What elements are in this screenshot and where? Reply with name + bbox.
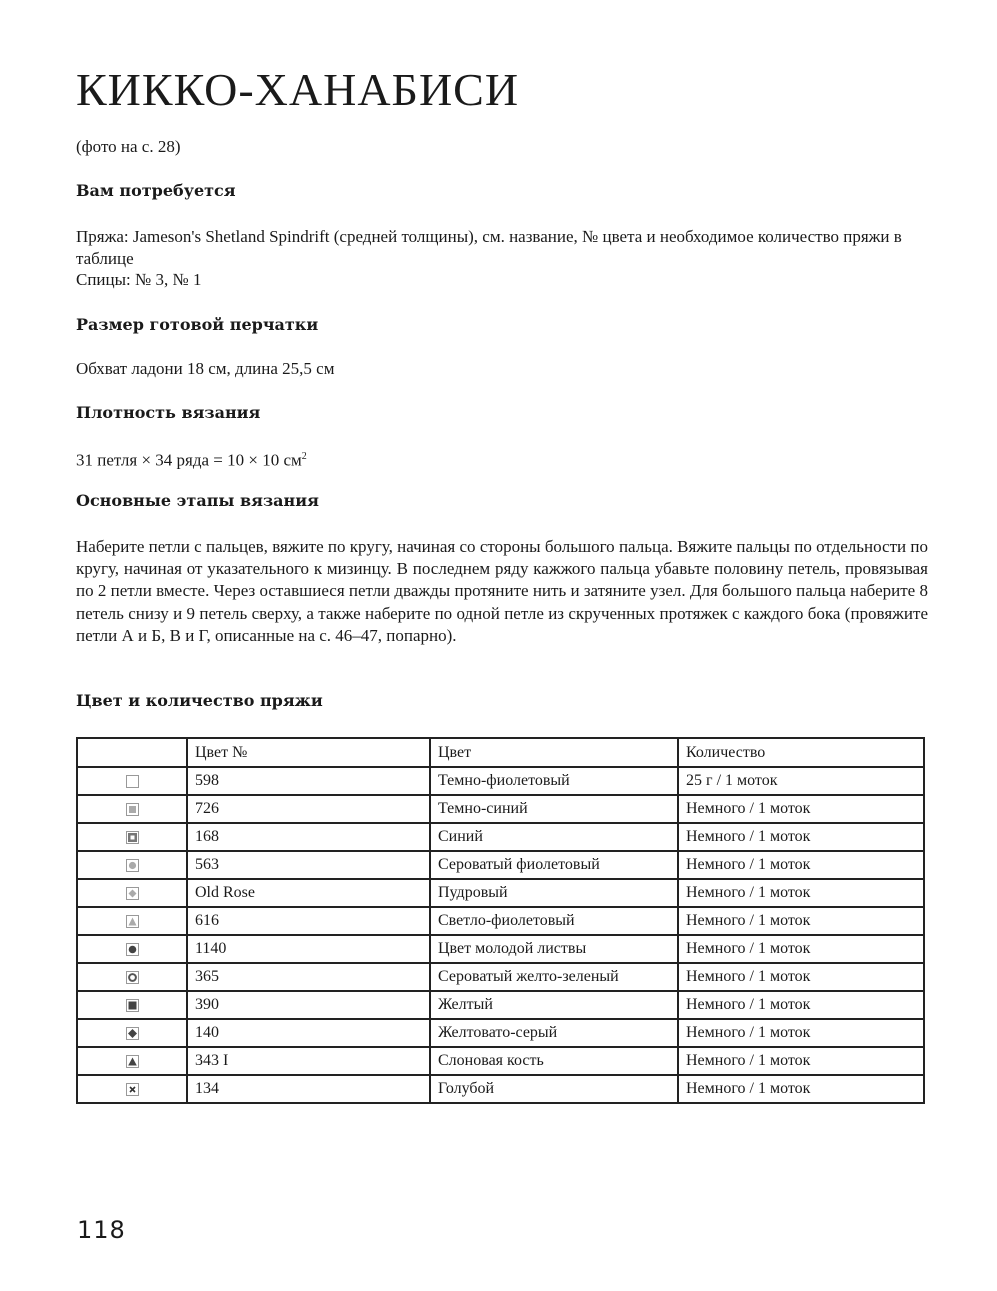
color-name-cell: Желтовато-серый [430, 1019, 678, 1047]
symbol-cell [77, 1047, 187, 1075]
steps-heading: Основные этапы вязания [76, 491, 319, 510]
gauge-superscript: 2 [301, 451, 307, 462]
amount-cell: Немного / 1 моток [678, 851, 924, 879]
amount-cell: Немного / 1 моток [678, 1047, 924, 1075]
color-name-cell: Сероватый желто-зеленый [430, 963, 678, 991]
color-name-cell: Синий [430, 823, 678, 851]
hollow-square-icon [126, 831, 139, 844]
light-filled-square-icon [126, 803, 139, 816]
table-row [77, 1047, 924, 1075]
color-name-cell: Цвет молодой листвы [430, 935, 678, 963]
needles-text: Спицы: № 3, № 1 [76, 270, 202, 289]
light-circle-icon [126, 859, 139, 872]
color-name-cell: Желтый [430, 991, 678, 1019]
symbol-cell [77, 963, 187, 991]
color-number-cell: Old Rose [187, 879, 430, 907]
color-number-cell: 365 [187, 963, 430, 991]
cross-icon [126, 1083, 139, 1096]
symbol-cell [77, 767, 187, 795]
table-row [77, 1019, 924, 1047]
materials-heading: Вам потребуется [76, 181, 236, 200]
table-row [77, 767, 924, 795]
header-symbol [77, 738, 187, 767]
table-row [77, 963, 924, 991]
symbol-cell [77, 1019, 187, 1047]
light-triangle-icon [126, 915, 139, 928]
symbol-cell [77, 991, 187, 1019]
symbol-cell [77, 823, 187, 851]
color-name-cell: Сероватый фиолетовый [430, 851, 678, 879]
color-name-cell: Слоновая кость [430, 1047, 678, 1075]
dark-circle-icon [126, 943, 139, 956]
table-row [77, 1075, 924, 1103]
symbol-cell [77, 879, 187, 907]
amount-cell: Немного / 1 моток [678, 1019, 924, 1047]
table-header-row [77, 738, 924, 767]
color-name-cell: Светло-фиолетовый [430, 907, 678, 935]
photo-reference: (фото на с. 28) [76, 137, 181, 156]
amount-cell: Немного / 1 моток [678, 879, 924, 907]
gauge-text [76, 446, 926, 472]
dark-diamond-icon [126, 1027, 139, 1040]
color-number-cell: 134 [187, 1075, 430, 1103]
color-number-cell: 598 [187, 767, 430, 795]
header-number: Цвет № [187, 738, 430, 767]
table-row [77, 879, 924, 907]
color-name-cell: Голубой [430, 1075, 678, 1103]
symbol-cell [77, 1075, 187, 1103]
size-heading: Размер готовой перчатки [76, 315, 319, 334]
color-number-cell: 726 [187, 795, 430, 823]
dark-triangle-icon [126, 1055, 139, 1068]
symbol-cell [77, 795, 187, 823]
amount-cell: 25 г / 1 моток [678, 767, 924, 795]
color-number-cell: 140 [187, 1019, 430, 1047]
dark-square-icon [126, 999, 139, 1012]
yarn-table-heading: Цвет и количество пряжи [76, 691, 323, 710]
amount-cell: Немного / 1 моток [678, 935, 924, 963]
table-row [77, 991, 924, 1019]
table-row [77, 907, 924, 935]
gauge-heading: Плотность вязания [76, 403, 261, 422]
symbol-cell [77, 935, 187, 963]
page-number: 118 [77, 1216, 126, 1244]
color-name-cell: Темно-синий [430, 795, 678, 823]
steps-text: Наберите петли с пальцев, вяжите по кругу, начиная со стороны большого пальца. Вяжите пальцы по отдельности по кругу, начиная от указательного к мизинцу. В последнем ряду кажжого пальца убавьте половину петель, провязывая по 2 петли вместе. Через оставшиеся петли дважды протяните нить и затяните узел. Для большого пальца наберите 8 петель снизу и 9 петель сверху, а также наберите по одной петле из скрученных протяжек с каждого бока (провяжите петли А и Б, В и Г, описанные на с. 46–47, попарно). [76, 537, 928, 645]
yarn-table [76, 737, 925, 1104]
page-title: КИККО-ХАНАБИСИ [76, 64, 520, 115]
symbol-cell [77, 851, 187, 879]
color-number-cell: 616 [187, 907, 430, 935]
empty-square-icon [126, 775, 139, 788]
color-name-cell: Пудровый [430, 879, 678, 907]
header-color: Цвет [430, 738, 678, 767]
color-name-cell: Темно-фиолетовый [430, 767, 678, 795]
size-text: Обхват ладони 18 см, длина 25,5 см [76, 359, 335, 378]
color-number-cell: 168 [187, 823, 430, 851]
color-number-cell: 390 [187, 991, 430, 1019]
amount-cell: Немного / 1 моток [678, 991, 924, 1019]
color-number-cell: 563 [187, 851, 430, 879]
yarn-text: Пряжа: Jameson's Shetland Spindrift (средней толщины), см. название, № цвета и необходимое количество пряжи в таблице [76, 227, 902, 268]
light-diamond-icon [126, 887, 139, 900]
color-number-cell: 343 I [187, 1047, 430, 1075]
ring-icon [126, 971, 139, 984]
amount-cell: Немного / 1 моток [678, 963, 924, 991]
color-number-cell: 1140 [187, 935, 430, 963]
table-row [77, 935, 924, 963]
amount-cell: Немного / 1 моток [678, 907, 924, 935]
table-row [77, 795, 924, 823]
amount-cell: Немного / 1 моток [678, 795, 924, 823]
symbol-cell [77, 907, 187, 935]
table-row [77, 823, 924, 851]
amount-cell: Немного / 1 моток [678, 1075, 924, 1103]
amount-cell: Немного / 1 моток [678, 823, 924, 851]
header-amount: Количество [678, 738, 924, 767]
table-row [77, 851, 924, 879]
gauge-value: 31 петля × 34 ряда = 10 × 10 см [76, 450, 302, 470]
